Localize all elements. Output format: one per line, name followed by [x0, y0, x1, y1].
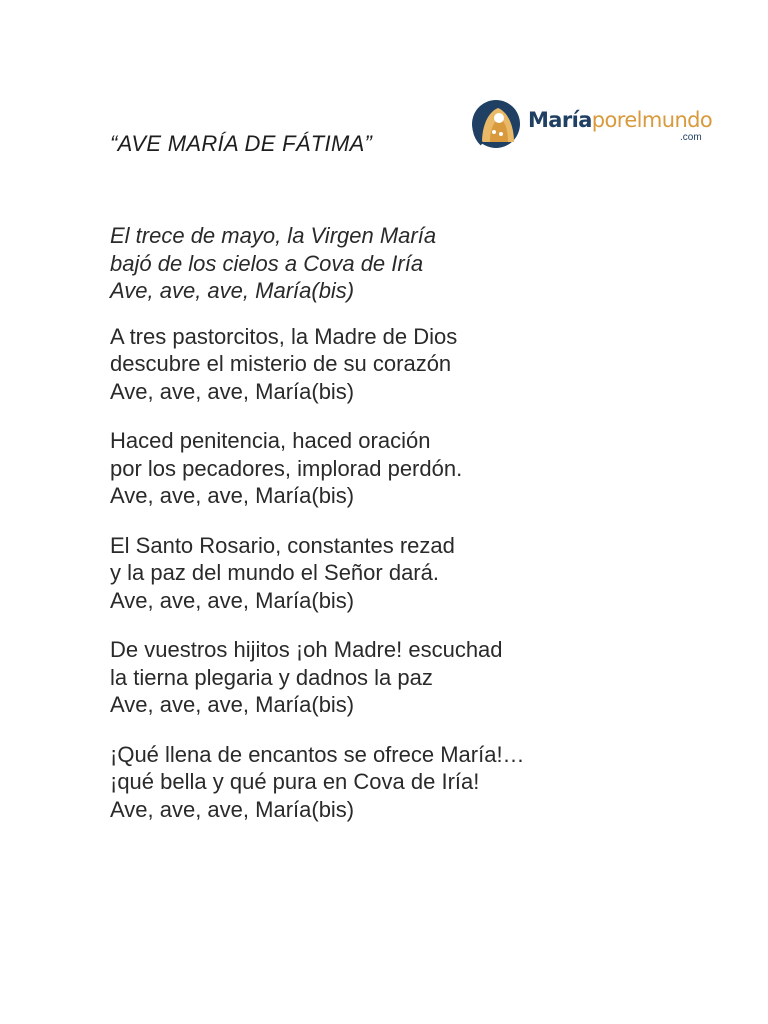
stanza — [110, 532, 730, 615]
stanza — [110, 636, 730, 719]
lyric-line: por los pecadores, implorad perdón. — [110, 455, 463, 481]
lyric-line: Haced penitencia, haced oración — [110, 428, 431, 453]
page-title: “AVE MARÍA DE FÁTIMA” — [110, 131, 373, 156]
virgin-mary-logo-icon — [468, 96, 528, 152]
lyric-line: Ave, ave, ave, María(bis) — [110, 587, 355, 613]
stanza — [110, 741, 730, 824]
lyric-line: ¡Qué llena de encantos se ofrece María!… — [110, 741, 525, 767]
brand-domain-suffix: .com — [680, 132, 702, 143]
stanza — [110, 427, 730, 510]
lyric-line: Ave, ave, ave, María(bis) — [110, 796, 355, 822]
lyric-line: Ave, ave, ave, María(bis) — [110, 378, 355, 404]
lyric-line: ¡qué bella y qué pura en Cova de Iría! — [110, 769, 480, 794]
lyric-line: Ave, ave, ave, María(bis) — [110, 483, 355, 508]
lyric-line: bajó de los cielos a Cova de Iría — [110, 250, 424, 276]
lyric-line: De vuestros hijitos ¡oh Madre! escuchad — [110, 637, 503, 662]
lyric-line: la tierna plegaria y dadnos la paz — [110, 664, 433, 690]
lyric-line: y la paz del mundo el Señor dará. — [110, 560, 439, 585]
lyrics-body — [110, 222, 730, 845]
lyric-line: A tres pastorcitos, la Madre de Dios — [110, 323, 458, 349]
lyric-line: descubre el misterio de su corazón — [110, 351, 452, 376]
brand-wordmark — [528, 108, 712, 132]
lyric-line: El Santo Rosario, constantes rezad — [110, 532, 455, 558]
brand-word-maria: María — [528, 108, 592, 132]
lyric-line: El trece de mayo, la Virgen María — [110, 223, 437, 248]
stanza — [110, 323, 730, 406]
brand-logo — [468, 96, 713, 152]
lyric-line: Ave, ave, ave, María(bis) — [110, 278, 355, 303]
stanza — [110, 222, 730, 305]
lyric-line: Ave, ave, ave, María(bis) — [110, 692, 355, 717]
brand-word-porelmundo: porelmundo — [591, 108, 713, 132]
